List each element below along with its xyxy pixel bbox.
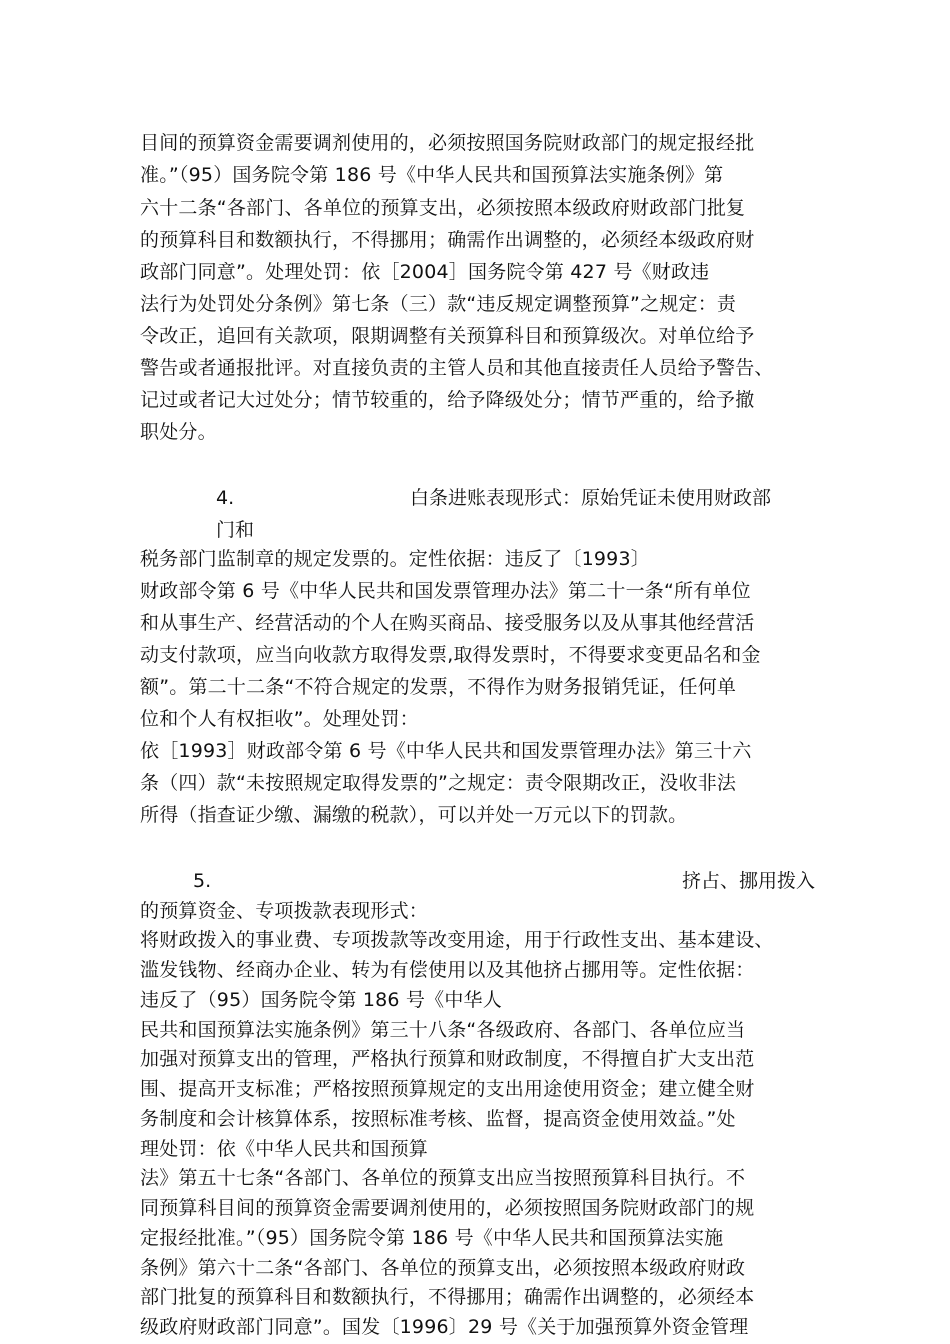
paragraph-line: 法行为处罚处分条例》第七条（三）款“违反规定调整预算”之规定：责 <box>140 293 737 315</box>
paragraph-line: 违反了（95）国务院令第 186 号《中华人 <box>140 988 502 1011</box>
item-heading-continuation: 门和 <box>216 519 255 541</box>
paragraph-line: 民共和国预算法实施条例》第三十八条“各级政府、各部门、各单位应当 <box>140 1018 746 1041</box>
paragraph-line: 务制度和会计核算体系，按照标准考核、监督，提高资金使用效益。”处 <box>140 1107 736 1130</box>
paragraph-line: 部门批复的预算科目和数额执行，不得挪用；确需作出调整的，必须经本 <box>140 1286 755 1309</box>
item-heading: 白条进账表现形式：原始凭证未使用财政部 <box>410 487 772 509</box>
paragraph-line: 理处罚：依《中华人民共和国预算 <box>140 1137 429 1160</box>
paragraph-line: 财政部令第 6 号《中华人民共和国发票管理办法》第二十一条“所有单位 <box>140 580 751 602</box>
paragraph-line: 额”。第二十二条“不符合规定的发票，不得作为财务报销凭证，任何单 <box>140 676 737 698</box>
paragraph-line: 警告或者通报批评。对直接负责的主管人员和其他直接责任人员给予警告、 <box>140 357 774 379</box>
paragraph-line: 税务部门监制章的规定发票的。定性依据：违反了〔1993〕 <box>140 548 650 570</box>
paragraph-line: 级政府财政部门同意”。国发〔1996〕29 号《关于加强预算外资金管理 <box>140 1316 749 1338</box>
paragraph-line: 滥发钱物、经商办企业、转为有偿使用以及其他挤占挪用等。定性依据： <box>140 959 755 982</box>
paragraph-line: 的预算科目和数额执行，不得挪用；确需作出调整的，必须经本级政府财 <box>140 229 755 251</box>
paragraph-line: 记过或者记大过处分；情节较重的，给予降级处分；情节严重的，给予撤 <box>140 389 755 411</box>
item-heading: 挤占、挪用拨入 <box>682 870 816 892</box>
paragraph-line: 准。”（95）国务院令第 186 号《中华人民共和国预算法实施条例》第 <box>140 164 724 186</box>
paragraph-line: 依［1993］财政部令第 6 号《中华人民共和国发票管理办法》第三十六 <box>140 740 752 762</box>
paragraph-line: 条例》第六十二条“各部门、各单位的预算支出，必须按照本级政府财政 <box>140 1256 746 1279</box>
paragraph-line: 六十二条“各部门、各单位的预算支出，必须按照本级政府财政部门批复 <box>140 197 746 219</box>
paragraph-line: 位和个人有权拒收”。处理处罚： <box>140 708 419 730</box>
paragraph-line: 政部门同意”。处理处罚：依［2004］国务院令第 427 号《财政违 <box>140 261 710 283</box>
paragraph-line: 将财政拨入的事业费、专项拨款等改变用途，用于行政性支出、基本建设、 <box>140 929 774 952</box>
paragraph-line: 的预算资金、专项拨款表现形式： <box>140 899 429 922</box>
paragraph-line: 定报经批准。”（95）国务院令第 186 号《中华人民共和国预算法实施 <box>140 1226 724 1249</box>
paragraph-line: 所得（指查证少缴、漏缴的税款），可以并处一万元以下的罚款。 <box>140 804 688 826</box>
paragraph-line: 动支付款项，应当向收款方取得发票,取得发票时，不得要求变更品名和金 <box>140 644 761 666</box>
paragraph-line: 令改正，追回有关款项，限期调整有关预算科目和预算级次。对单位给予 <box>140 325 755 347</box>
paragraph-line: 职处分。 <box>140 421 217 443</box>
paragraph-line: 目间的预算资金需要调剂使用的，必须按照国务院财政部门的规定报经批 <box>140 132 755 154</box>
paragraph-line: 同预算科目间的预算资金需要调剂使用的，必须按照国务院财政部门的规 <box>140 1197 755 1220</box>
list-number: 5. <box>193 870 212 892</box>
paragraph-line: 和从事生产、经营活动的个人在购买商品、接受服务以及从事其他经营活 <box>140 612 755 634</box>
list-number: 4. <box>216 487 235 509</box>
paragraph-line: 条（四）款“未按照规定取得发票的”之规定：责令限期改正，没收非法 <box>140 772 737 794</box>
paragraph-line: 加强对预算支出的管理，严格执行预算和财政制度，不得擅自扩大支出范 <box>140 1048 755 1071</box>
paragraph-line: 围、提高开支标准；严格按照预算规定的支出用途使用资金；建立健全财 <box>140 1078 755 1101</box>
paragraph-line: 法》第五十七条“各部门、各单位的预算支出应当按照预算科目执行。不 <box>140 1167 746 1190</box>
